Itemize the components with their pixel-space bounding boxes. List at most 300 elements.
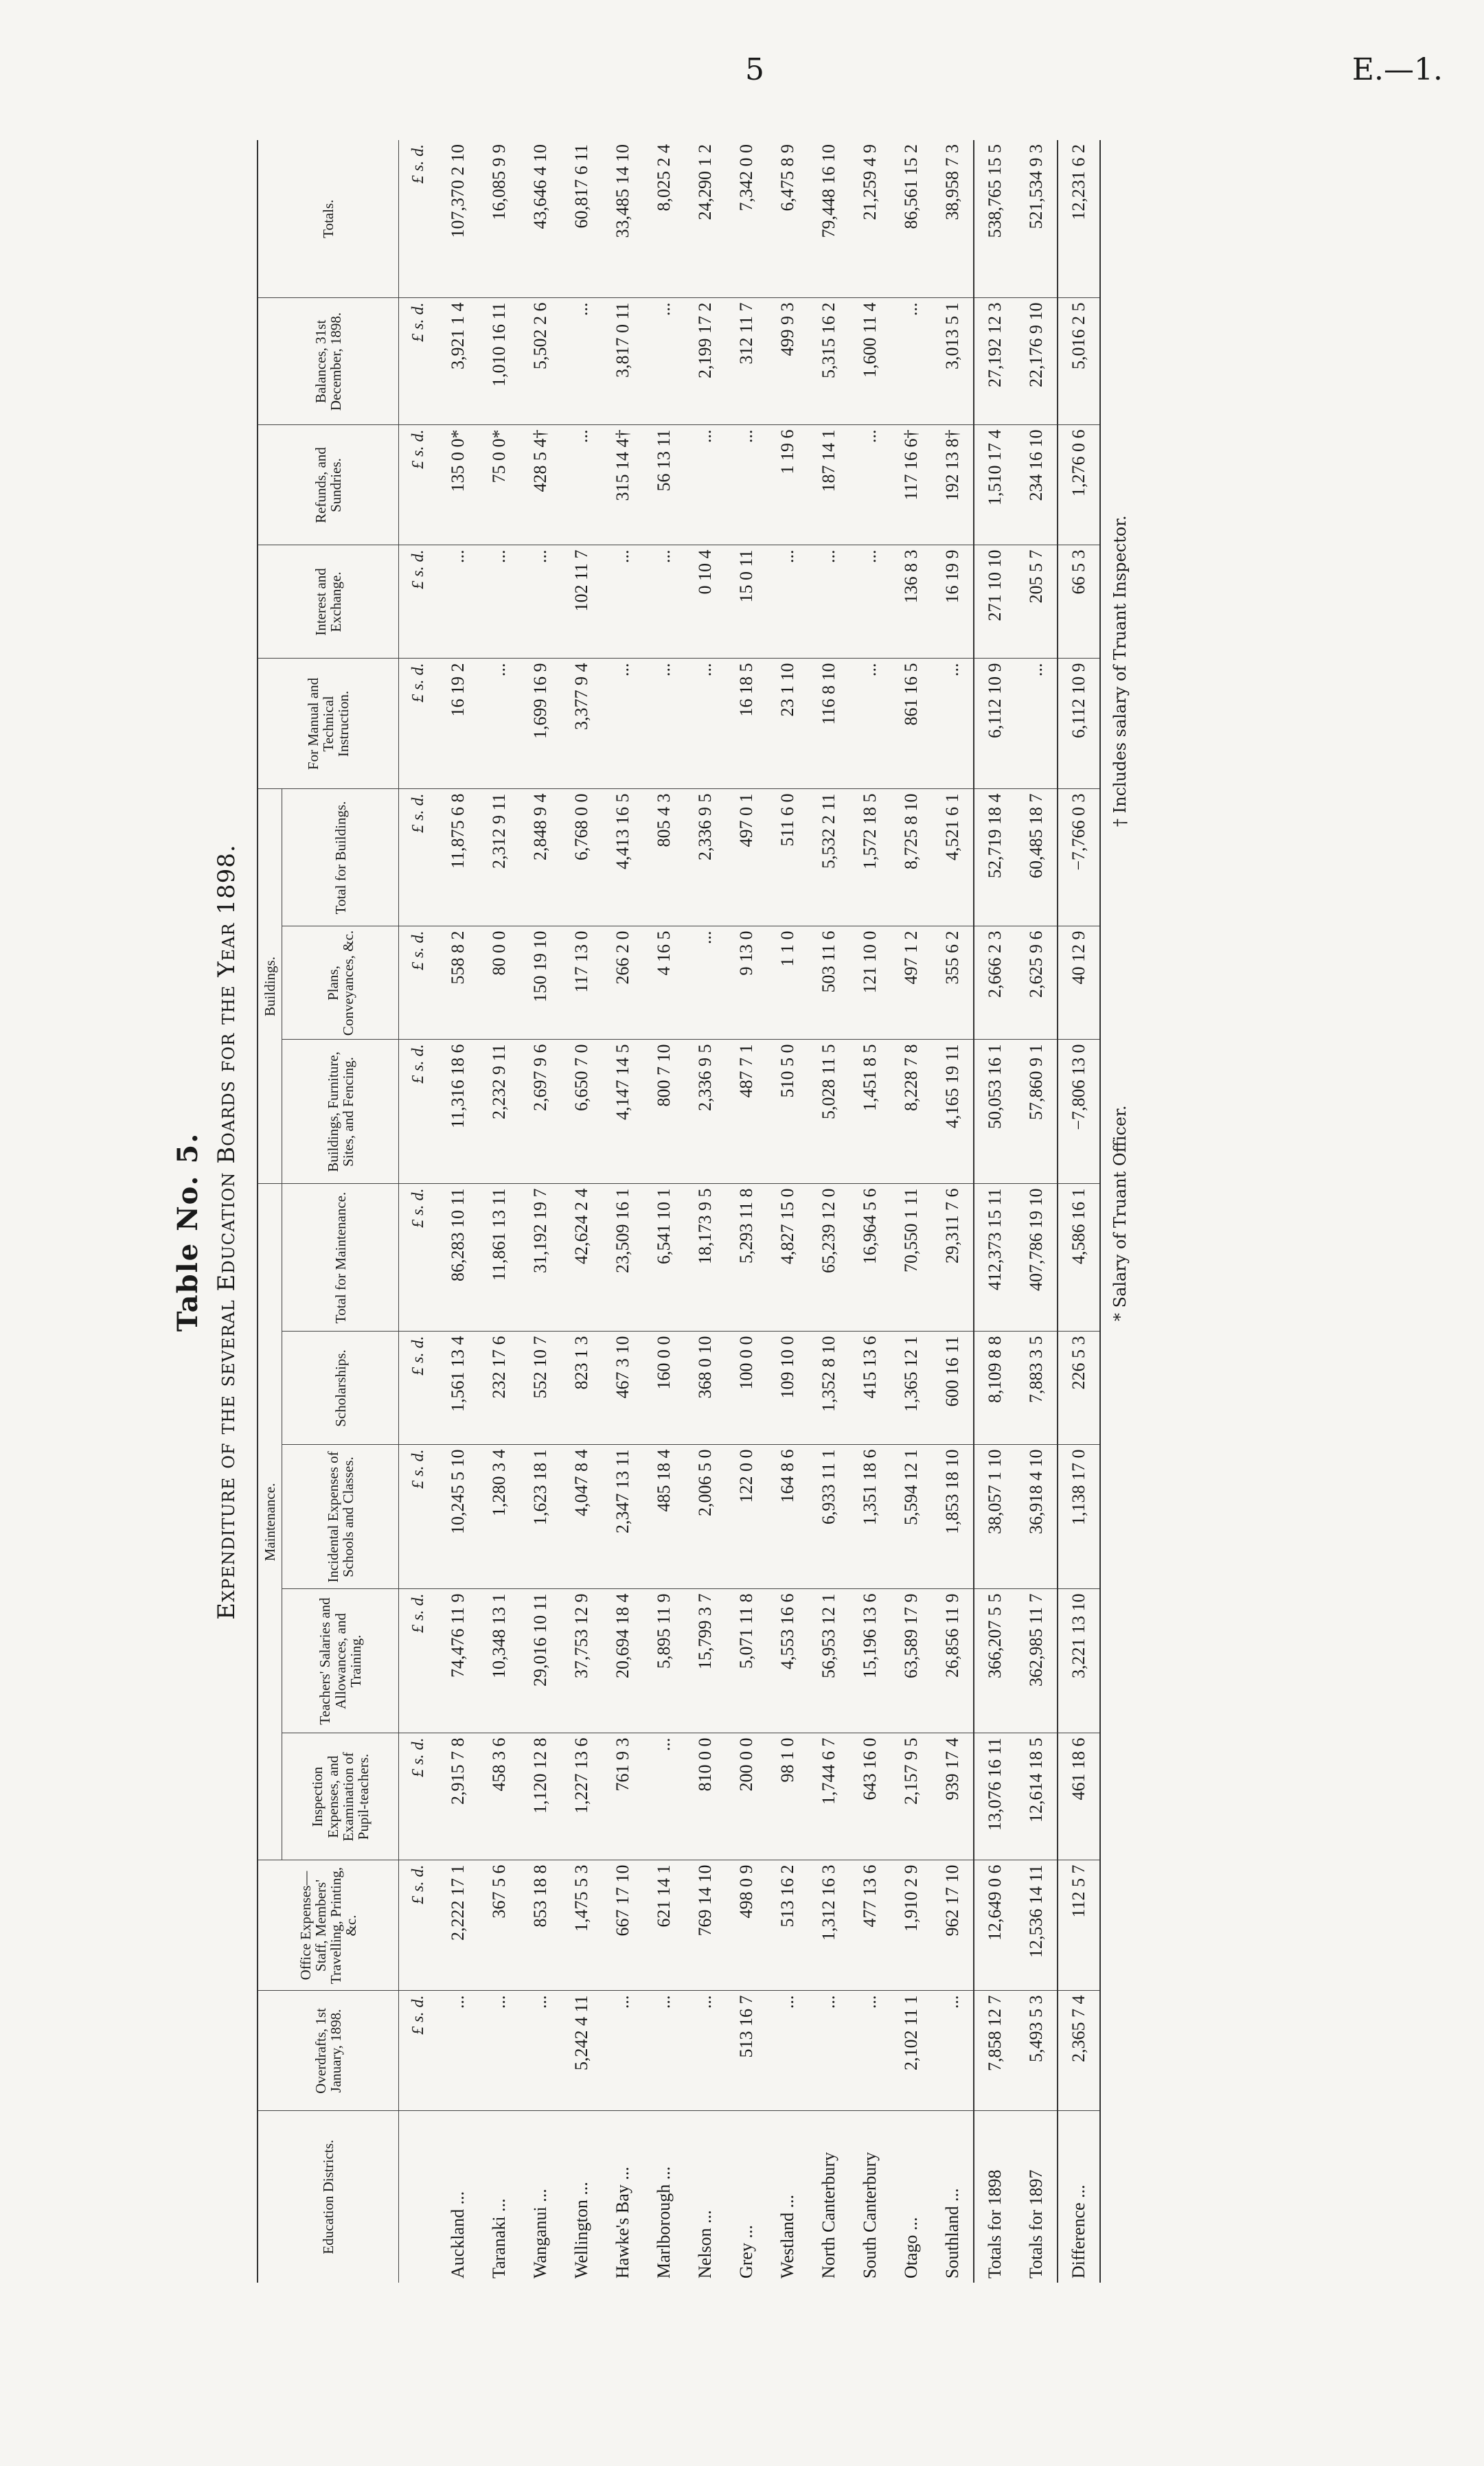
table-cell: 513 16 2: [767, 1860, 808, 1991]
table-cell: 7,858 12 7: [974, 1991, 1016, 2111]
table-row: [932, 140, 974, 2283]
table-cell: 1,561 13 4: [437, 1332, 479, 1445]
table-cell: 12,536 14 11: [1016, 1860, 1058, 1991]
table-cell: ...: [685, 659, 726, 789]
table-cell: 38,057 1 10: [974, 1445, 1016, 1589]
table-body: [399, 140, 1101, 2283]
table-cell: 23,509 16 1: [602, 1184, 643, 1332]
totals-row: [974, 140, 1016, 2283]
table-cell: 499 9 3: [767, 298, 808, 425]
table-cell: ...: [685, 1991, 726, 2111]
column-header: Teachers' Salaries and Allowances, and Training.: [282, 1589, 399, 1733]
table-cell: 102 11 7: [561, 545, 602, 659]
column-header: For Manual and Technical Instruction.: [258, 659, 399, 789]
table-cell: ...: [520, 1991, 561, 2111]
row-label: Totals for 1897: [1016, 2111, 1058, 2283]
column-header: Refunds, and Sundries.: [258, 425, 399, 545]
row-label: Auckland ...: [448, 2191, 468, 2279]
table-cell: 16 19 9: [932, 545, 974, 659]
table-cell: 2,102 11 1: [891, 1991, 932, 2111]
table-cell: 1,510 17 4: [974, 425, 1016, 545]
table-cell: 2,666 2 3: [974, 926, 1016, 1040]
table-cell: £ s. d.: [399, 1733, 438, 1860]
table-cell: 5,028 11 5: [808, 1040, 849, 1184]
column-header: Balances, 31st December, 1898.: [258, 298, 399, 425]
table-cell: 513 16 7: [726, 1991, 767, 2111]
table-cell: 2,232 9 11: [479, 1040, 520, 1184]
table-cell: 823 1 3: [561, 1332, 602, 1445]
table-cell: £ s. d.: [399, 1332, 438, 1445]
table-cell: ...: [849, 659, 891, 789]
table-cell: 2,222 17 1: [437, 1860, 479, 1991]
table-cell: 558 8 2: [437, 926, 479, 1040]
table-cell: ...: [767, 545, 808, 659]
table-cell: 136 8 3: [891, 545, 932, 659]
table-row: [643, 140, 685, 2283]
table-cell: 50,053 16 1: [974, 1040, 1016, 1184]
table-cell: 43,646 4 10: [520, 140, 561, 298]
table-cell: 6,768 0 0: [561, 789, 602, 926]
table-cell: 56,953 12 1: [808, 1589, 849, 1733]
table-cell: 4,553 16 6: [767, 1589, 808, 1733]
table-cell: ...: [932, 659, 974, 789]
table-cell: ...: [767, 1991, 808, 2111]
table-cell: 5,016 2 5: [1058, 298, 1100, 425]
table-cell: 412,373 15 11: [974, 1184, 1016, 1332]
table-cell: 15,799 3 7: [685, 1589, 726, 1733]
table-cell: 2,336 9 5: [685, 789, 726, 926]
table-cell: 1 1 0: [767, 926, 808, 1040]
group-header-row: [258, 140, 282, 2283]
maintenance-group-header: Maintenance.: [258, 1184, 282, 1860]
table-cell: 769 14 10: [685, 1860, 726, 1991]
table-cell: 1,138 17 0: [1058, 1445, 1100, 1589]
table-cell: 5,502 2 6: [520, 298, 561, 425]
table-cell: ...: [643, 298, 685, 425]
table-cell: 1,312 16 3: [808, 1860, 849, 1991]
table-cell: 1,120 12 8: [520, 1733, 561, 1860]
table-cell: ...: [932, 1991, 974, 2111]
table-row: [726, 140, 767, 2283]
table-cell: 1,010 16 11: [479, 298, 520, 425]
row-label: Marlborough ...: [654, 2166, 674, 2279]
row-label: South Canterbury: [860, 2151, 880, 2279]
table-cell: £ s. d.: [399, 1184, 438, 1332]
row-label: Hawke's Bay ...: [613, 2167, 633, 2279]
table-cell: 0 10 4: [685, 545, 726, 659]
table-cell: 5,493 5 3: [1016, 1991, 1058, 2111]
table-cell: 24,290 1 2: [685, 140, 726, 298]
table-cell: 107,370 2 10: [437, 140, 479, 298]
table-row: [520, 140, 561, 2283]
table-cell: £ s. d.: [399, 789, 438, 926]
table-cell: 510 5 0: [767, 1040, 808, 1184]
table-cell: 164 8 6: [767, 1445, 808, 1589]
table-cell: 458 3 6: [479, 1733, 520, 1860]
table-cell: 3,377 9 4: [561, 659, 602, 789]
table-cell: 1,600 11 4: [849, 298, 891, 425]
table-cell: 2,697 9 6: [520, 1040, 561, 1184]
table-cell: 232 17 6: [479, 1332, 520, 1445]
table-cell: 2,312 9 11: [479, 789, 520, 926]
table-cell: ...: [685, 926, 726, 1040]
table-cell: 1,351 18 6: [849, 1445, 891, 1589]
table-cell: ...: [602, 545, 643, 659]
table-cell: £ s. d.: [399, 1589, 438, 1733]
table-cell: 1,699 16 9: [520, 659, 561, 789]
table-cell: 5,532 2 11: [808, 789, 849, 926]
table-cell: 52,719 18 4: [974, 789, 1016, 926]
table-cell: ...: [643, 659, 685, 789]
table-cell: 355 6 2: [932, 926, 974, 1040]
expenditure-table: [257, 140, 1101, 2283]
table-cell: 2,848 9 4: [520, 789, 561, 926]
column-header: Scholarships.: [282, 1332, 399, 1445]
table-cell: ...: [849, 1991, 891, 2111]
column-header: Total for Buildings.: [282, 789, 399, 926]
table-cell: ...: [1016, 659, 1058, 789]
column-header: Office Expenses—Staff, Members' Travelling, Printing, &c.: [258, 1860, 399, 1991]
table-cell: £ s. d.: [399, 1040, 438, 1184]
table-cell: 27,192 12 3: [974, 298, 1016, 425]
table-cell: 2,336 9 5: [685, 1040, 726, 1184]
table-cell: 4,521 6 1: [932, 789, 974, 926]
table-cell: 497 1 2: [891, 926, 932, 1040]
table-cell: 8,228 7 8: [891, 1040, 932, 1184]
table-cell: 805 4 3: [643, 789, 685, 926]
table-cell: 6,475 8 9: [767, 140, 808, 298]
table-cell: 6,112 10 9: [974, 659, 1016, 789]
column-header: Buildings, Furniture, Sites, and Fencing.: [282, 1040, 399, 1184]
table-cell: 2,006 5 0: [685, 1445, 726, 1589]
table-cell: 16,085 9 9: [479, 140, 520, 298]
table-cell: 4,165 19 11: [932, 1040, 974, 1184]
footnote-dagger: † Includes salary of Truant Inspector.: [1110, 515, 1130, 827]
table-cell: £ s. d.: [399, 926, 438, 1040]
table-cell: 200 0 0: [726, 1733, 767, 1860]
table-cell: 15,196 13 6: [849, 1589, 891, 1733]
table-cell: 1,280 3 4: [479, 1445, 520, 1589]
table-cell: 1,744 6 7: [808, 1733, 849, 1860]
table-row: [808, 140, 849, 2283]
table-cell: 116 8 10: [808, 659, 849, 789]
row-label: Wanganui ...: [530, 2189, 551, 2279]
table-cell: 109 10 0: [767, 1332, 808, 1445]
table-cell: 1 19 6: [767, 425, 808, 545]
table-cell: 8,109 8 8: [974, 1332, 1016, 1445]
table-cell: 1,623 18 1: [520, 1445, 561, 1589]
table-cell: 135 0 0*: [437, 425, 479, 545]
table-row: [561, 140, 602, 2283]
rotated-table-block: [172, 126, 1353, 2338]
table-cell: 12,614 18 5: [1016, 1733, 1058, 1860]
table-cell: 511 6 0: [767, 789, 808, 926]
table-cell: −7,766 0 3: [1058, 789, 1100, 926]
table-cell: ...: [479, 545, 520, 659]
table-cell: 761 9 3: [602, 1733, 643, 1860]
table-cell: 70,550 1 11: [891, 1184, 932, 1332]
table-cell: 461 18 6: [1058, 1733, 1100, 1860]
table-cell: 29,311 7 6: [932, 1184, 974, 1332]
table-cell: 6,650 7 0: [561, 1040, 602, 1184]
table-cell: 1,365 12 1: [891, 1332, 932, 1445]
table-row: [437, 140, 479, 2283]
table-cell: 60,817 6 11: [561, 140, 602, 298]
row-label: North Canterbury: [819, 2151, 839, 2279]
table-cell: 36,918 4 10: [1016, 1445, 1058, 1589]
table-cell: ...: [849, 425, 891, 545]
table-cell: 407,786 19 10: [1016, 1184, 1058, 1332]
table-cell: 4,827 15 0: [767, 1184, 808, 1332]
table-cell: 552 10 7: [520, 1332, 561, 1445]
table-cell: 4,147 14 5: [602, 1040, 643, 1184]
table-cell: 2,199 17 2: [685, 298, 726, 425]
page-number: 5: [745, 52, 764, 87]
table-cell: 368 0 10: [685, 1332, 726, 1445]
table-cell: 26,856 11 9: [932, 1589, 974, 1733]
table-cell: 10,348 13 1: [479, 1589, 520, 1733]
table-cell: 7,342 0 0: [726, 140, 767, 298]
row-label: Westland ...: [777, 2194, 798, 2279]
row-label: Wellington ...: [571, 2182, 592, 2279]
table-cell: 5,071 11 8: [726, 1589, 767, 1733]
table-cell: 38,958 7 3: [932, 140, 974, 298]
table-cell: 1,451 8 5: [849, 1040, 891, 1184]
table-cell: 57,860 9 1: [1016, 1040, 1058, 1184]
table-cell: 3,221 13 10: [1058, 1589, 1100, 1733]
table-cell: ...: [520, 545, 561, 659]
table-cell: 234 16 10: [1016, 425, 1058, 545]
table-cell: 8,025 2 4: [643, 140, 685, 298]
table-cell: 1,572 18 5: [849, 789, 891, 926]
table-cell: 20,694 18 4: [602, 1589, 643, 1733]
table-cell: 74,476 11 9: [437, 1589, 479, 1733]
table-cell: 9 13 0: [726, 926, 767, 1040]
table-cell: ...: [602, 1991, 643, 2111]
table-cell: 15 0 11: [726, 545, 767, 659]
table-cell: ...: [685, 425, 726, 545]
table-cell: 6,541 10 1: [643, 1184, 685, 1332]
table-cell: 538,765 15 5: [974, 140, 1016, 298]
table-cell: 5,242 4 11: [561, 1991, 602, 2111]
table-cell: 962 17 10: [932, 1860, 974, 1991]
column-header: Incidental Expenses of Schools and Classes.: [282, 1445, 399, 1589]
table-cell: 853 18 8: [520, 1860, 561, 1991]
table-cell: 1,910 2 9: [891, 1860, 932, 1991]
table-cell: 22,176 9 10: [1016, 298, 1058, 425]
table-cell: 122 0 0: [726, 1445, 767, 1589]
table-cell: £ s. d.: [399, 1860, 438, 1991]
table-cell: 1,276 0 6: [1058, 425, 1100, 545]
table-cell: ...: [643, 1991, 685, 2111]
table-cell: 29,016 10 11: [520, 1589, 561, 1733]
table-cell: 487 7 1: [726, 1040, 767, 1184]
table-cell: ...: [808, 1991, 849, 2111]
footnotes: [1110, 126, 1138, 2338]
table-cell: 2,347 13 11: [602, 1445, 643, 1589]
table-cell: 266 2 0: [602, 926, 643, 1040]
table-cell: £ s. d.: [399, 425, 438, 545]
table-cell: 3,817 0 11: [602, 298, 643, 425]
table-cell: 5,315 16 2: [808, 298, 849, 425]
table-cell: 121 10 0: [849, 926, 891, 1040]
table-cell: £ s. d.: [399, 659, 438, 789]
table-cell: 3,921 1 4: [437, 298, 479, 425]
table-cell: 861 16 5: [891, 659, 932, 789]
table-cell: 5,895 11 9: [643, 1589, 685, 1733]
table-cell: 315 14 4†: [602, 425, 643, 545]
table-cell: 362,985 11 7: [1016, 1589, 1058, 1733]
table-cell: 1,475 5 3: [561, 1860, 602, 1991]
table-cell: 11,861 13 11: [479, 1184, 520, 1332]
table-cell: 939 17 4: [932, 1733, 974, 1860]
table-cell: 37,753 12 9: [561, 1589, 602, 1733]
table-cell: 205 5 7: [1016, 545, 1058, 659]
row-label: Nelson ...: [695, 2210, 716, 2279]
table-cell: 2,915 7 8: [437, 1733, 479, 1860]
table-cell: 271 10 10: [974, 545, 1016, 659]
table-cell: 4 16 5: [643, 926, 685, 1040]
table-title: Table No. 5.: [172, 1132, 204, 1332]
table-cell: 667 17 10: [602, 1860, 643, 1991]
table-cell: 42,624 2 4: [561, 1184, 602, 1332]
table-cell: 5,594 12 1: [891, 1445, 932, 1589]
table-cell: ...: [726, 425, 767, 545]
table-cell: 18,173 9 5: [685, 1184, 726, 1332]
row-label: Difference ...: [1058, 2111, 1100, 2283]
table-cell: 503 11 6: [808, 926, 849, 1040]
table-cell: 4,586 16 1: [1058, 1184, 1100, 1332]
table-cell: 66 5 3: [1058, 545, 1100, 659]
table-cell: 521,534 9 3: [1016, 140, 1058, 298]
table-cell: 477 13 6: [849, 1860, 891, 1991]
table-cell: 1,227 13 6: [561, 1733, 602, 1860]
table-cell: 40 12 9: [1058, 926, 1100, 1040]
table-cell: −7,806 13 0: [1058, 1040, 1100, 1184]
table-cell: 11,875 6 8: [437, 789, 479, 926]
table-cell: 80 0 0: [479, 926, 520, 1040]
table-subtitle: Expenditure of the several Education Boards for the Year 1898.: [213, 844, 240, 1620]
row-label: [399, 2111, 438, 2283]
row-label: Southland ...: [942, 2188, 963, 2279]
table-row: [602, 140, 643, 2283]
table-cell: ...: [561, 298, 602, 425]
table-cell: 1,853 18 10: [932, 1445, 974, 1589]
table-cell: 112 5 7: [1058, 1860, 1100, 1991]
table-cell: 56 13 11: [643, 425, 685, 545]
table-cell: 16 19 2: [437, 659, 479, 789]
totals-row: [1016, 140, 1058, 2283]
table-cell: ...: [437, 545, 479, 659]
table-cell: 621 14 1: [643, 1860, 685, 1991]
difference-row: [1058, 140, 1100, 2283]
table-cell: 79,448 16 10: [808, 140, 849, 298]
table-cell: 5,293 11 8: [726, 1184, 767, 1332]
footnote-star: * Salary of Truant Officer.: [1110, 1105, 1130, 1321]
document-code: E.—1.: [1351, 52, 1443, 87]
table-cell: 1,352 8 10: [808, 1332, 849, 1445]
table-row: [767, 140, 808, 2283]
table-cell: £ s. d.: [399, 545, 438, 659]
table-cell: 16,964 5 6: [849, 1184, 891, 1332]
table-cell: 4,047 8 4: [561, 1445, 602, 1589]
table-cell: 60,485 18 7: [1016, 789, 1058, 926]
table-cell: ...: [643, 1733, 685, 1860]
table-cell: 4,413 16 5: [602, 789, 643, 926]
table-cell: ...: [602, 659, 643, 789]
table-row: [685, 140, 726, 2283]
table-cell: 8,725 8 10: [891, 789, 932, 926]
table-cell: 98 1 0: [767, 1733, 808, 1860]
table-cell: 65,239 12 0: [808, 1184, 849, 1332]
table-cell: ...: [437, 1991, 479, 2111]
table-cell: 13,076 16 11: [974, 1733, 1016, 1860]
table-cell: 6,112 10 9: [1058, 659, 1100, 789]
table-cell: 467 3 10: [602, 1332, 643, 1445]
column-header: Totals.: [258, 140, 399, 298]
table-cell: ...: [891, 298, 932, 425]
table-cell: 415 13 6: [849, 1332, 891, 1445]
table-cell: £ s. d.: [399, 140, 438, 298]
table-cell: 21,259 4 9: [849, 140, 891, 298]
table-cell: 150 19 10: [520, 926, 561, 1040]
table-cell: 100 0 0: [726, 1332, 767, 1445]
table-cell: 33,485 14 10: [602, 140, 643, 298]
table-cell: 11,316 18 6: [437, 1040, 479, 1184]
table-cell: 117 13 0: [561, 926, 602, 1040]
table-cell: 6,933 11 1: [808, 1445, 849, 1589]
table-cell: 192 13 8†: [932, 425, 974, 545]
table-cell: 810 0 0: [685, 1733, 726, 1860]
table-cell: ...: [479, 659, 520, 789]
row-label: Totals for 1898: [974, 2111, 1016, 2283]
table-cell: £ s. d.: [399, 1991, 438, 2111]
table-cell: 2,625 9 6: [1016, 926, 1058, 1040]
table-cell: 160 0 0: [643, 1332, 685, 1445]
table-cell: ...: [808, 545, 849, 659]
table-cell: ...: [561, 425, 602, 545]
table-cell: 10,245 5 10: [437, 1445, 479, 1589]
table-cell: 312 11 7: [726, 298, 767, 425]
table-row: [849, 140, 891, 2283]
table-cell: 117 16 6†: [891, 425, 932, 545]
table-cell: 31,192 19 7: [520, 1184, 561, 1332]
table-cell: ...: [643, 545, 685, 659]
table-row: [479, 140, 520, 2283]
table-cell: 366,207 5 5: [974, 1589, 1016, 1733]
table-cell: 498 0 9: [726, 1860, 767, 1991]
column-header: Education Districts.: [258, 2111, 399, 2283]
table-row: [891, 140, 932, 2283]
table-cell: 12,649 0 6: [974, 1860, 1016, 1991]
column-header: Overdrafts, 1st January, 1898.: [258, 1991, 399, 2111]
row-label: Taranaki ...: [489, 2198, 510, 2279]
table-cell: 2,157 9 5: [891, 1733, 932, 1860]
column-header: Total for Maintenance.: [282, 1184, 399, 1332]
table-cell: £ s. d.: [399, 298, 438, 425]
column-header: Interest and Exchange.: [258, 545, 399, 659]
table-cell: 12,231 6 2: [1058, 140, 1100, 298]
row-label: Grey ...: [736, 2225, 757, 2279]
table-cell: 800 7 10: [643, 1040, 685, 1184]
table-cell: 2,365 7 4: [1058, 1991, 1100, 2111]
table-cell: 226 5 3: [1058, 1332, 1100, 1445]
table-cell: 75 0 0*: [479, 425, 520, 545]
table-cell: 367 5 6: [479, 1860, 520, 1991]
table-cell: 643 16 0: [849, 1733, 891, 1860]
table-cell: ...: [479, 1991, 520, 2111]
table-cell: ...: [849, 545, 891, 659]
